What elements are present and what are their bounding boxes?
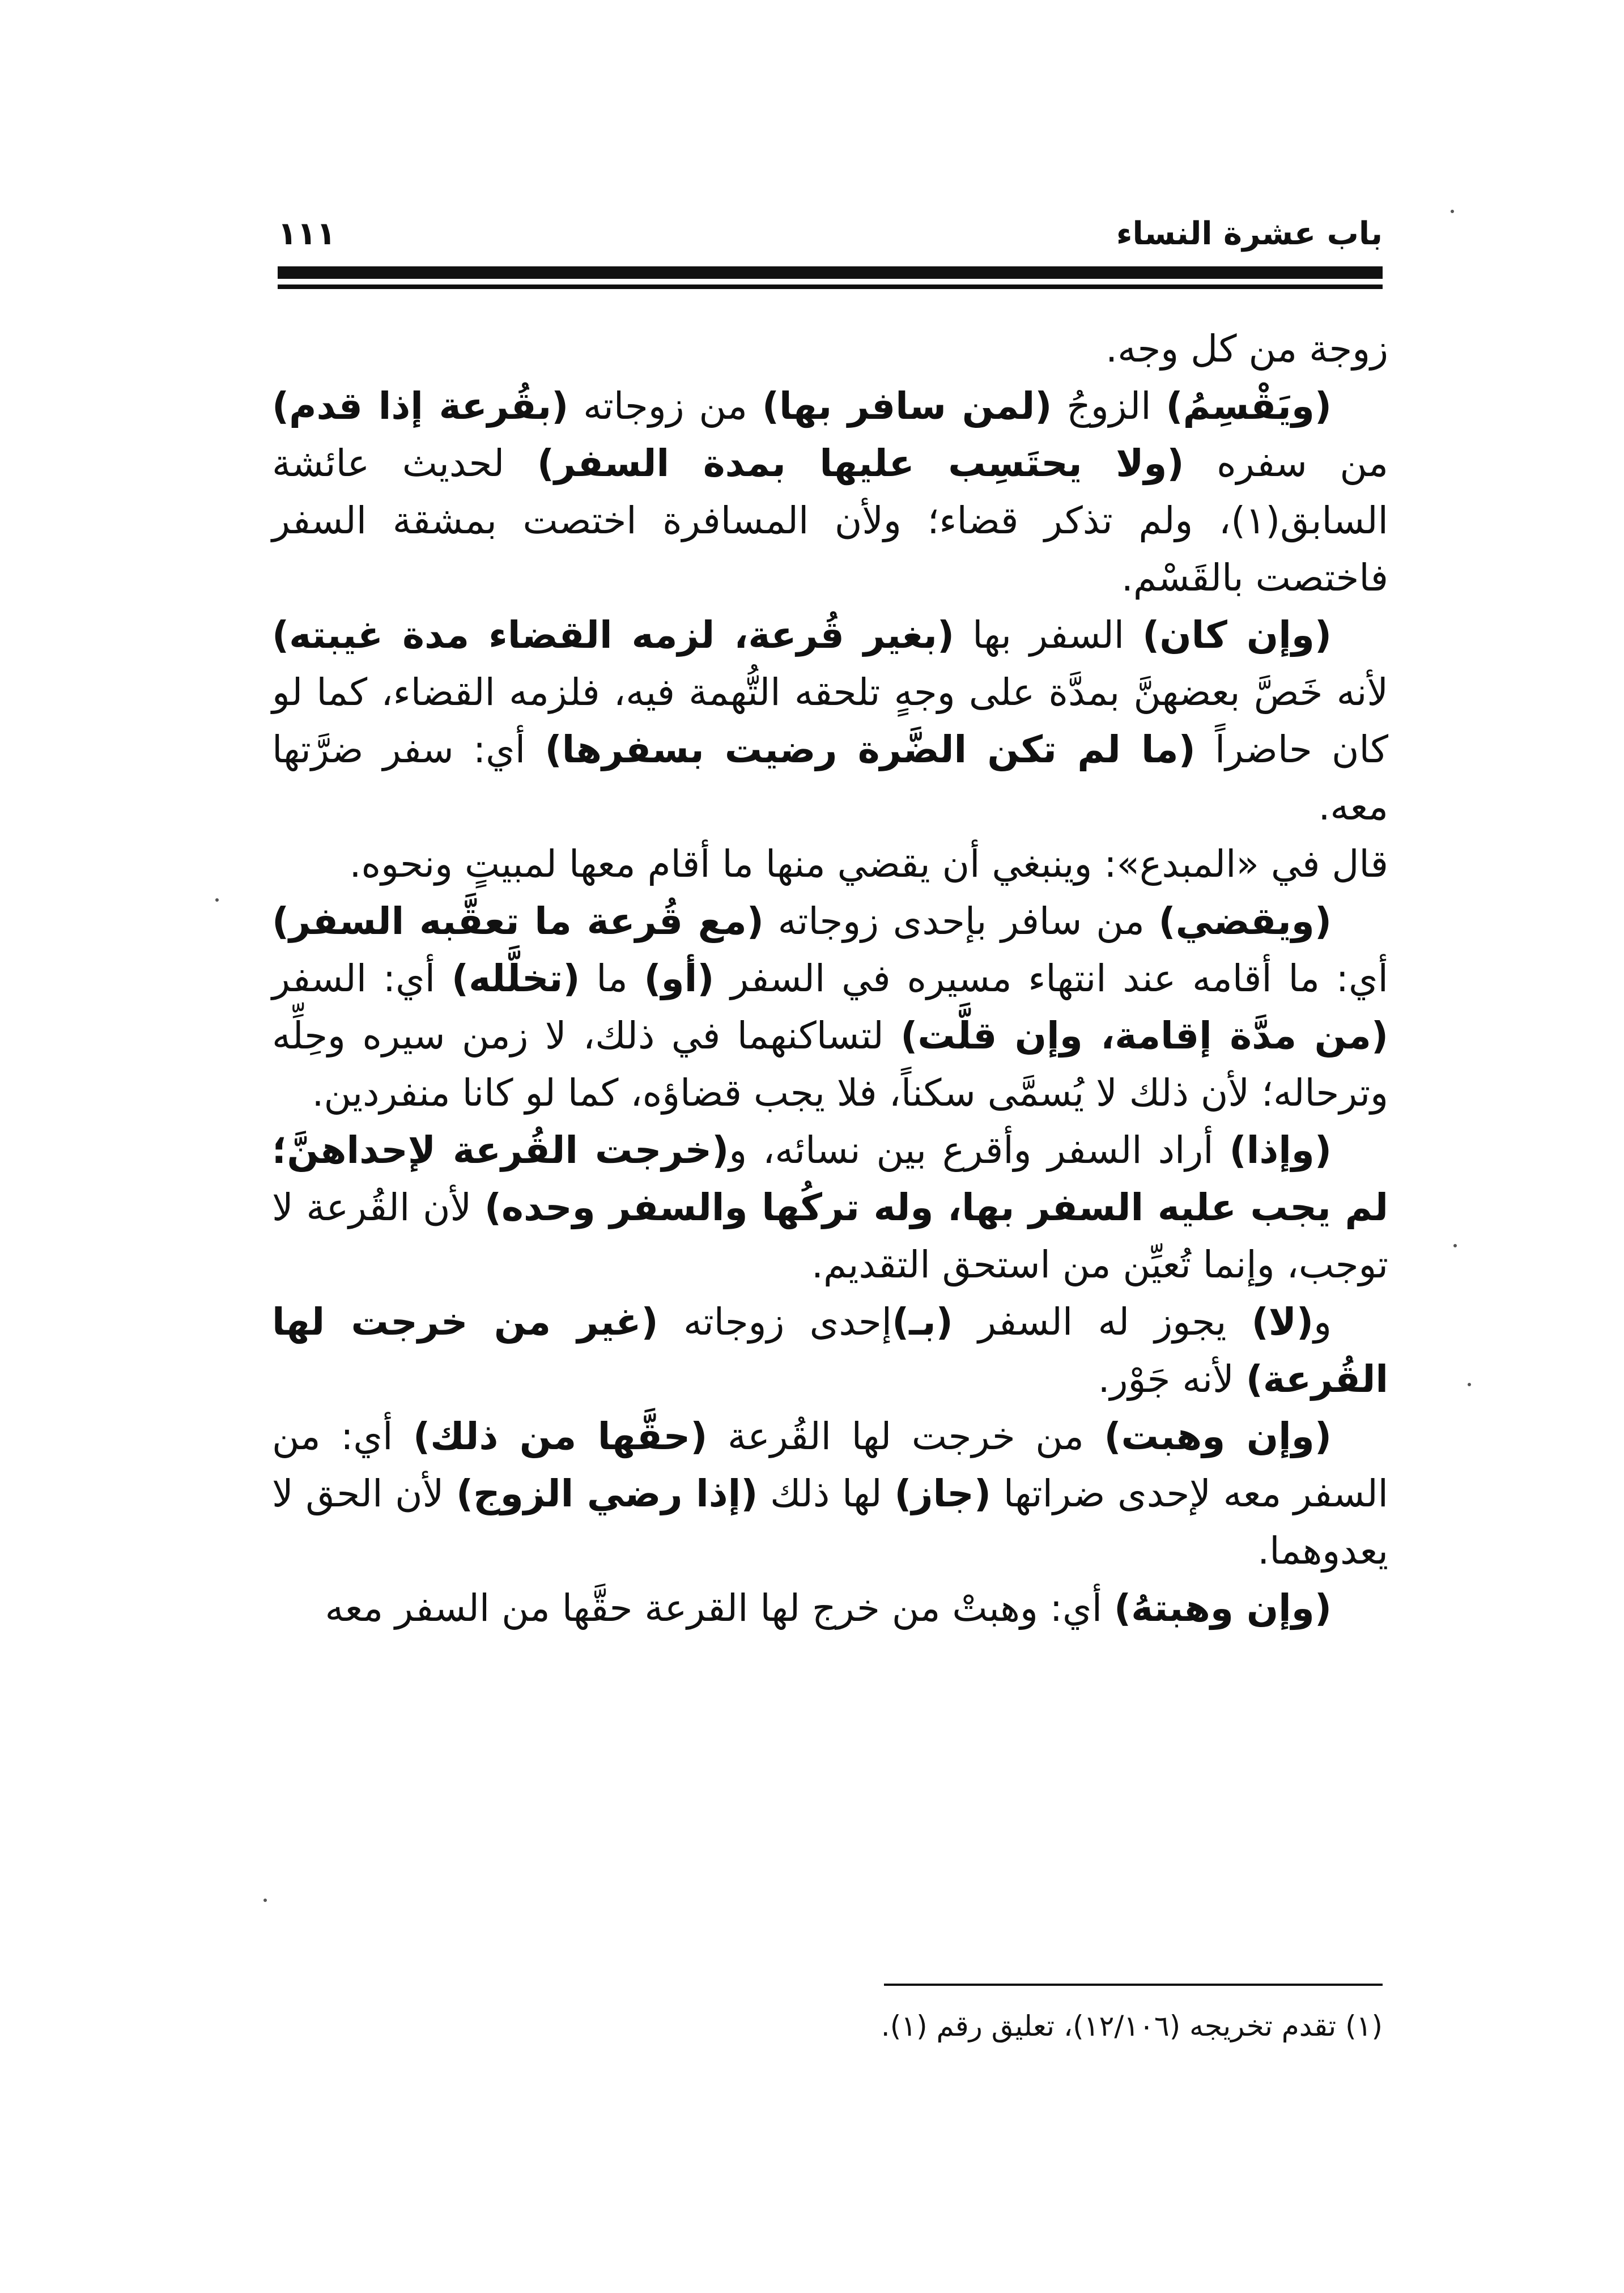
scan-speck — [263, 1899, 267, 1902]
bold-segment: (ولا يحتَسِب عليها بمدة السفر) — [537, 441, 1184, 485]
text-segment: من زوجاته — [568, 384, 762, 428]
text-segment: لتساكنهما في ذلك، لا زمن سيره وحِلِّه وترحاله؛ لأن ذلك لا يُسمَّى سكناً، فلا يجب قضاؤه، كما لو كانا منفردين. — [272, 1014, 1388, 1115]
text-segment: أراد السفر وأقرع بين نسائه، و — [729, 1128, 1230, 1172]
text-segment: لأنه جَوْر. — [1098, 1357, 1246, 1401]
bold-segment: (بقُرعة إذا قدم) — [272, 384, 569, 428]
bold-segment: (لا) — [1251, 1300, 1314, 1344]
paragraph — [272, 320, 1388, 377]
text-segment: قال في «المبدع»: وينبغي أن يقضي منها ما أقام معها لمبيتٍ ونحوه. — [349, 842, 1388, 886]
bold-segment: (أو) — [644, 957, 715, 1000]
running-title: باب عشرة النساء — [1116, 215, 1383, 252]
bold-segment: (إذا رضي الزوج) — [456, 1472, 758, 1515]
bold-segment: (غير من خرجت لها القُرعة) — [272, 1300, 1388, 1401]
text-segment: من سفره — [1184, 441, 1388, 485]
bold-segment: (خرجت القُرعة لإحداهنَّ؛ لم يجب عليه السفر بها، وله تركُها والسفر وحده) — [272, 1128, 1389, 1229]
bold-segment: (مع قُرعة ما تعقَّبه السفر) — [272, 899, 764, 943]
text-segment: زوجة من كل وجه. — [1106, 327, 1388, 371]
bold-segment: (بـ) — [892, 1300, 953, 1344]
header-rule-thin — [278, 284, 1383, 289]
bold-segment: (بغير قُرعة، لزمه القضاء مدة غيبته) — [272, 613, 955, 657]
bold-segment: (تخلَّله) — [451, 957, 580, 1000]
text-segment: لأنه خَصَّ بعضهنَّ بمدَّة على وجهٍ تلحقه التُّهمة فيه، فلزمه القضاء، كما لو كان حاضراً — [272, 670, 1388, 771]
text-segment: الزوجُ — [1052, 384, 1166, 428]
footnote: (١) تقدم تخريجه (١٢/١٠٦)، تعليق رقم (١). — [881, 2010, 1383, 2043]
text-segment: من سافر بإحدى زوجاته — [763, 899, 1159, 943]
bold-segment: (ويقضي) — [1158, 899, 1332, 943]
bold-segment: (ما لم تكن الضَّرة رضيت بسفرها) — [545, 728, 1196, 771]
text-segment: ما — [580, 957, 644, 1000]
paragraph — [272, 1293, 1388, 1408]
text-segment: لأن القُرعة لا توجب، وإنما تُعيِّن من استحق التقديم. — [272, 1186, 1388, 1286]
bold-segment: (وإذا) — [1229, 1128, 1332, 1172]
header-rule-thick — [278, 266, 1383, 279]
page-header — [278, 215, 1383, 261]
bold-segment: (وإن وهبت) — [1104, 1415, 1332, 1458]
scan-speck — [215, 898, 219, 902]
text-segment: إحدى زوجاته — [658, 1300, 892, 1344]
paragraph — [272, 1408, 1388, 1579]
text-segment: السفر بها — [954, 613, 1143, 657]
text-segment: أي: ما أقامه عند انتهاء مسيره في السفر — [714, 957, 1388, 1000]
text-segment: أي: السفر — [272, 957, 452, 1000]
text-segment: و — [1313, 1300, 1332, 1344]
scan-speck — [1451, 210, 1454, 213]
bold-segment: (لمن سافر بها) — [762, 384, 1052, 428]
bold-segment: (وإن كان) — [1142, 613, 1332, 657]
text-segment: أي: من السفر معه لإحدى ضراتها — [272, 1415, 1389, 1515]
text-segment: أي: وهبتْ من خرج لها القرعة حقَّها من السفر معه — [325, 1586, 1115, 1630]
paragraph — [272, 1122, 1388, 1293]
paragraph — [272, 606, 1388, 835]
paragraph — [272, 893, 1388, 1122]
bold-segment: (وإن وهبتهُ) — [1114, 1586, 1332, 1630]
scan-speck — [1468, 1383, 1471, 1386]
text-segment: من خرجت لها القُرعة — [707, 1415, 1104, 1458]
scan-speck — [1453, 1244, 1457, 1247]
text-segment: لحديث عائشة السابق(١)، ولم تذكر قضاء؛ ولأن المسافرة اختصت بمشقة السفر فاختصت بالقَسْم. — [272, 441, 1388, 600]
paragraph — [272, 835, 1388, 893]
paragraph — [272, 1579, 1388, 1637]
text-segment: أي: سفر ضرَّتها معه. — [272, 728, 1388, 829]
text-segment: يجوز له السفر — [953, 1300, 1252, 1344]
paragraph — [272, 377, 1388, 606]
footnote-rule — [884, 1984, 1383, 1986]
bold-segment: (ويَقْسِمُ) — [1166, 384, 1332, 428]
text-segment: لها ذلك — [758, 1472, 895, 1515]
body-text — [272, 320, 1388, 1637]
page-number: ١١١ — [278, 215, 336, 252]
bold-segment: (جاز) — [894, 1472, 992, 1515]
text-segment: لأن الحق لا يعدوهما. — [272, 1472, 1388, 1573]
bold-segment: (حقَّها من ذلك) — [413, 1415, 708, 1458]
bold-segment: (من مدَّة إقامة، وإن قلَّت) — [900, 1014, 1389, 1058]
